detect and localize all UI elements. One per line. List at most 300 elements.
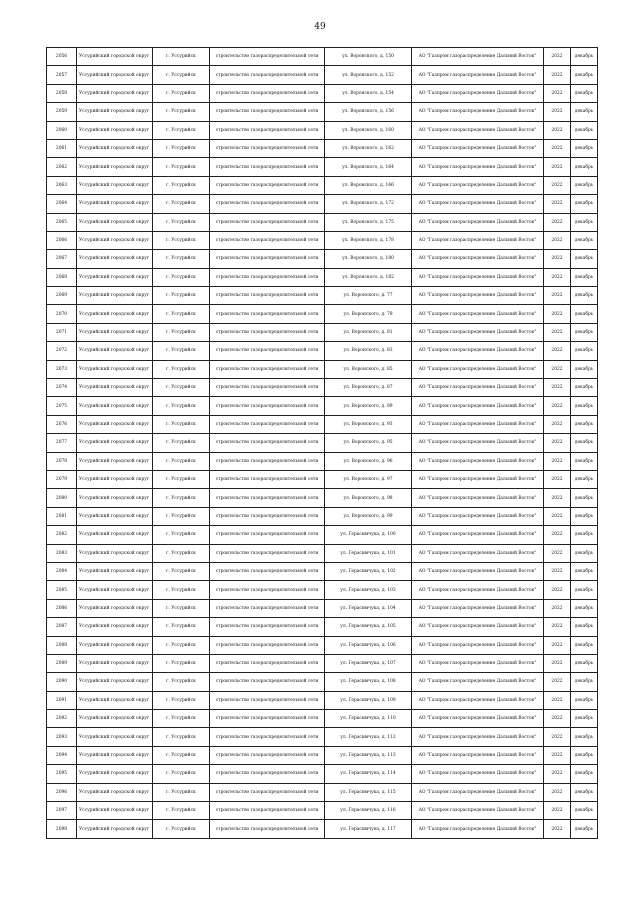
work-type-cell: строительство газораспределительной сети <box>210 360 325 378</box>
year-cell: 2022 <box>544 654 571 672</box>
work-type-cell: строительство газораспределительной сети <box>210 470 325 488</box>
year-cell: 2022 <box>544 673 571 691</box>
year-cell: 2022 <box>544 305 571 323</box>
address-cell: ул. Герасимчука, д. 107 <box>325 654 412 672</box>
table-row <box>47 415 598 433</box>
row-number-cell: 2070 <box>47 305 77 323</box>
address-cell: ул. Герасимчука, д. 109 <box>325 691 412 709</box>
month-cell: декабрь <box>571 654 598 672</box>
row-number-cell: 2065 <box>47 213 77 231</box>
row-number-cell: 2081 <box>47 507 77 525</box>
month-cell: декабрь <box>571 562 598 580</box>
city-cell: г. Уссурийск <box>153 103 210 121</box>
organization-cell: АО "Газпром газораспределение Дальний Восток" <box>412 66 544 84</box>
work-type-cell: строительство газораспределительной сети <box>210 103 325 121</box>
address-cell: ул. Герасимчука, д. 116 <box>325 802 412 820</box>
year-cell: 2022 <box>544 195 571 213</box>
district-cell: Уссурийский городской округ <box>77 231 153 249</box>
year-cell: 2022 <box>544 783 571 801</box>
table-row <box>47 176 598 194</box>
row-number-cell: 2071 <box>47 323 77 341</box>
month-cell: декабрь <box>571 103 598 121</box>
month-cell: декабрь <box>571 802 598 820</box>
address-cell: ул. Герасимчука, д. 104 <box>325 599 412 617</box>
address-cell: ул. Герасимчука, д. 112 <box>325 728 412 746</box>
month-cell: декабрь <box>571 820 598 838</box>
city-cell: г. Уссурийск <box>153 268 210 286</box>
organization-cell: АО "Газпром газораспределение Дальний Восток" <box>412 139 544 157</box>
row-number-cell: 2058 <box>47 84 77 102</box>
month-cell: декабрь <box>571 360 598 378</box>
work-type-cell: строительство газораспределительной сети <box>210 599 325 617</box>
organization-cell: АО "Газпром газораспределение Дальний Восток" <box>412 489 544 507</box>
city-cell: г. Уссурийск <box>153 489 210 507</box>
work-type-cell: строительство газораспределительной сети <box>210 139 325 157</box>
work-type-cell: строительство газораспределительной сети <box>210 66 325 84</box>
district-cell: Уссурийский городской округ <box>77 802 153 820</box>
city-cell: г. Уссурийск <box>153 452 210 470</box>
row-number-cell: 2057 <box>47 66 77 84</box>
organization-cell: АО "Газпром газораспределение Дальний Восток" <box>412 673 544 691</box>
work-type-cell: строительство газораспределительной сети <box>210 48 325 66</box>
year-cell: 2022 <box>544 84 571 102</box>
year-cell: 2022 <box>544 360 571 378</box>
work-type-cell: строительство газораспределительной сети <box>210 195 325 213</box>
table-row <box>47 783 598 801</box>
table-row <box>47 765 598 783</box>
month-cell: декабрь <box>571 526 598 544</box>
address-cell: ул. Герасимчука, д. 115 <box>325 783 412 801</box>
row-number-cell: 2084 <box>47 562 77 580</box>
organization-cell: АО "Газпром газораспределение Дальний Восток" <box>412 195 544 213</box>
organization-cell: АО "Газпром газораспределение Дальний Восток" <box>412 84 544 102</box>
city-cell: г. Уссурийск <box>153 121 210 139</box>
year-cell: 2022 <box>544 397 571 415</box>
district-cell: Уссурийский городской округ <box>77 250 153 268</box>
district-cell: Уссурийский городской округ <box>77 765 153 783</box>
year-cell: 2022 <box>544 415 571 433</box>
work-type-cell: строительство газораспределительной сети <box>210 489 325 507</box>
city-cell: г. Уссурийск <box>153 599 210 617</box>
city-cell: г. Уссурийск <box>153 618 210 636</box>
city-cell: г. Уссурийск <box>153 673 210 691</box>
row-number-cell: 2059 <box>47 103 77 121</box>
work-type-cell: строительство газораспределительной сети <box>210 379 325 397</box>
district-cell: Уссурийский городской округ <box>77 452 153 470</box>
work-type-cell: строительство газораспределительной сети <box>210 783 325 801</box>
work-type-cell: строительство газораспределительной сети <box>210 636 325 654</box>
address-cell: ул. Воронского, д. 93 <box>325 415 412 433</box>
address-cell: ул. Воронского, д. 98 <box>325 489 412 507</box>
table-row <box>47 323 598 341</box>
work-type-cell: строительство газораспределительной сети <box>210 710 325 728</box>
city-cell: г. Уссурийск <box>153 765 210 783</box>
organization-cell: АО "Газпром газораспределение Дальний Восток" <box>412 452 544 470</box>
table-row <box>47 434 598 452</box>
year-cell: 2022 <box>544 562 571 580</box>
city-cell: г. Уссурийск <box>153 323 210 341</box>
city-cell: г. Уссурийск <box>153 581 210 599</box>
address-cell: ул. Герасимчука, д. 103 <box>325 581 412 599</box>
organization-cell: АО "Газпром газораспределение Дальний Восток" <box>412 783 544 801</box>
district-cell: Уссурийский городской округ <box>77 323 153 341</box>
city-cell: г. Уссурийск <box>153 139 210 157</box>
year-cell: 2022 <box>544 268 571 286</box>
page-number: 49 <box>314 22 326 32</box>
year-cell: 2022 <box>544 765 571 783</box>
district-cell: Уссурийский городской округ <box>77 342 153 360</box>
month-cell: декабрь <box>571 176 598 194</box>
year-cell: 2022 <box>544 618 571 636</box>
month-cell: декабрь <box>571 691 598 709</box>
row-number-cell: 2085 <box>47 581 77 599</box>
address-cell: ул. Воронского, д. 164 <box>325 158 412 176</box>
table-row <box>47 489 598 507</box>
work-type-cell: строительство газораспределительной сети <box>210 176 325 194</box>
year-cell: 2022 <box>544 379 571 397</box>
work-type-cell: строительство газораспределительной сети <box>210 728 325 746</box>
row-number-cell: 2060 <box>47 121 77 139</box>
city-cell: г. Уссурийск <box>153 287 210 305</box>
table-row <box>47 158 598 176</box>
organization-cell: АО "Газпром газораспределение Дальний Восток" <box>412 415 544 433</box>
year-cell: 2022 <box>544 48 571 66</box>
city-cell: г. Уссурийск <box>153 231 210 249</box>
city-cell: г. Уссурийск <box>153 176 210 194</box>
work-type-cell: строительство газораспределительной сети <box>210 397 325 415</box>
month-cell: декабрь <box>571 121 598 139</box>
organization-cell: АО "Газпром газораспределение Дальний Восток" <box>412 176 544 194</box>
address-cell: ул. Воронского, д. 97 <box>325 470 412 488</box>
month-cell: декабрь <box>571 84 598 102</box>
address-cell: ул. Герасимчука, д. 117 <box>325 820 412 838</box>
year-cell: 2022 <box>544 103 571 121</box>
year-cell: 2022 <box>544 176 571 194</box>
district-cell: Уссурийский городской округ <box>77 397 153 415</box>
year-cell: 2022 <box>544 636 571 654</box>
district-cell: Уссурийский городской округ <box>77 103 153 121</box>
year-cell: 2022 <box>544 526 571 544</box>
table-row <box>47 802 598 820</box>
table-row <box>47 268 598 286</box>
city-cell: г. Уссурийск <box>153 710 210 728</box>
city-cell: г. Уссурийск <box>153 195 210 213</box>
month-cell: декабрь <box>571 710 598 728</box>
table-row <box>47 654 598 672</box>
work-type-cell: строительство газораспределительной сети <box>210 618 325 636</box>
organization-cell: АО "Газпром газораспределение Дальний Восток" <box>412 562 544 580</box>
organization-cell: АО "Газпром газораспределение Дальний Восток" <box>412 470 544 488</box>
work-type-cell: строительство газораспределительной сети <box>210 746 325 764</box>
work-type-cell: строительство газораспределительной сети <box>210 452 325 470</box>
row-number-cell: 2097 <box>47 802 77 820</box>
organization-cell: АО "Газпром газораспределение Дальний Восток" <box>412 710 544 728</box>
row-number-cell: 2083 <box>47 544 77 562</box>
address-cell: ул. Воронского, д. 152 <box>325 66 412 84</box>
city-cell: г. Уссурийск <box>153 783 210 801</box>
address-cell: ул. Герасимчука, д. 114 <box>325 765 412 783</box>
table-row <box>47 599 598 617</box>
table-row <box>47 379 598 397</box>
city-cell: г. Уссурийск <box>153 305 210 323</box>
work-type-cell: строительство газораспределительной сети <box>210 526 325 544</box>
table-row <box>47 213 598 231</box>
year-cell: 2022 <box>544 599 571 617</box>
city-cell: г. Уссурийск <box>153 397 210 415</box>
city-cell: г. Уссурийск <box>153 360 210 378</box>
year-cell: 2022 <box>544 213 571 231</box>
row-number-cell: 2095 <box>47 765 77 783</box>
month-cell: декабрь <box>571 158 598 176</box>
organization-cell: АО "Газпром газораспределение Дальний Восток" <box>412 654 544 672</box>
table-row <box>47 618 598 636</box>
year-cell: 2022 <box>544 544 571 562</box>
organization-cell: АО "Газпром газораспределение Дальний Восток" <box>412 268 544 286</box>
year-cell: 2022 <box>544 507 571 525</box>
row-number-cell: 2096 <box>47 783 77 801</box>
district-cell: Уссурийский городской округ <box>77 139 153 157</box>
address-cell: ул. Воронского, д. 83 <box>325 342 412 360</box>
district-cell: Уссурийский городской округ <box>77 121 153 139</box>
row-number-cell: 2073 <box>47 360 77 378</box>
organization-cell: АО "Газпром газораспределение Дальний Восток" <box>412 526 544 544</box>
city-cell: г. Уссурийск <box>153 470 210 488</box>
work-type-cell: строительство газораспределительной сети <box>210 342 325 360</box>
row-number-cell: 2056 <box>47 48 77 66</box>
district-cell: Уссурийский городской округ <box>77 618 153 636</box>
district-cell: Уссурийский городской округ <box>77 287 153 305</box>
address-cell: ул. Воронского, д. 172 <box>325 195 412 213</box>
city-cell: г. Уссурийск <box>153 434 210 452</box>
work-type-cell: строительство газораспределительной сети <box>210 544 325 562</box>
district-cell: Уссурийский городской округ <box>77 305 153 323</box>
organization-cell: АО "Газпром газораспределение Дальний Восток" <box>412 158 544 176</box>
organization-cell: АО "Газпром газораспределение Дальний Восток" <box>412 250 544 268</box>
work-type-cell: строительство газораспределительной сети <box>210 84 325 102</box>
row-number-cell: 2080 <box>47 489 77 507</box>
address-cell: ул. Воронского, д. 85 <box>325 360 412 378</box>
table-row <box>47 691 598 709</box>
district-cell: Уссурийский городской округ <box>77 728 153 746</box>
month-cell: декабрь <box>571 231 598 249</box>
city-cell: г. Уссурийск <box>153 562 210 580</box>
table-row <box>47 139 598 157</box>
organization-cell: АО "Газпром газораспределение Дальний Восток" <box>412 121 544 139</box>
year-cell: 2022 <box>544 342 571 360</box>
address-cell: ул. Воронского, д. 99 <box>325 507 412 525</box>
address-cell: ул. Воронского, д. 96 <box>325 452 412 470</box>
address-cell: ул. Воронского, д. 87 <box>325 379 412 397</box>
district-cell: Уссурийский городской округ <box>77 360 153 378</box>
district-cell: Уссурийский городской округ <box>77 673 153 691</box>
table-row <box>47 103 598 121</box>
gas-network-register-table <box>46 47 598 839</box>
year-cell: 2022 <box>544 489 571 507</box>
district-cell: Уссурийский городской округ <box>77 415 153 433</box>
city-cell: г. Уссурийск <box>153 415 210 433</box>
address-cell: ул. Герасимчука, д. 113 <box>325 746 412 764</box>
table-row <box>47 452 598 470</box>
work-type-cell: строительство газораспределительной сети <box>210 820 325 838</box>
address-cell: ул. Герасимчука, д. 105 <box>325 618 412 636</box>
table-row <box>47 397 598 415</box>
row-number-cell: 2062 <box>47 158 77 176</box>
month-cell: декабрь <box>571 746 598 764</box>
organization-cell: АО "Газпром газораспределение Дальний Восток" <box>412 231 544 249</box>
city-cell: г. Уссурийск <box>153 48 210 66</box>
table-row <box>47 195 598 213</box>
row-number-cell: 2077 <box>47 434 77 452</box>
month-cell: декабрь <box>571 305 598 323</box>
city-cell: г. Уссурийск <box>153 213 210 231</box>
year-cell: 2022 <box>544 323 571 341</box>
district-cell: Уссурийский городской округ <box>77 268 153 286</box>
work-type-cell: строительство газораспределительной сети <box>210 507 325 525</box>
year-cell: 2022 <box>544 802 571 820</box>
district-cell: Уссурийский городской округ <box>77 544 153 562</box>
city-cell: г. Уссурийск <box>153 636 210 654</box>
table-row <box>47 48 598 66</box>
address-cell: ул. Воронского, д. 79 <box>325 305 412 323</box>
month-cell: декабрь <box>571 213 598 231</box>
month-cell: декабрь <box>571 599 598 617</box>
district-cell: Уссурийский городской округ <box>77 48 153 66</box>
city-cell: г. Уссурийск <box>153 544 210 562</box>
row-number-cell: 2063 <box>47 176 77 194</box>
organization-cell: АО "Газпром газораспределение Дальний Восток" <box>412 746 544 764</box>
month-cell: декабрь <box>571 379 598 397</box>
work-type-cell: строительство газораспределительной сети <box>210 654 325 672</box>
organization-cell: АО "Газпром газораспределение Дальний Восток" <box>412 287 544 305</box>
organization-cell: АО "Газпром газораспределение Дальний Восток" <box>412 765 544 783</box>
district-cell: Уссурийский городской округ <box>77 581 153 599</box>
district-cell: Уссурийский городской округ <box>77 783 153 801</box>
address-cell: ул. Воронского, д. 162 <box>325 139 412 157</box>
address-cell: ул. Герасимчука, д. 106 <box>325 636 412 654</box>
organization-cell: АО "Газпром газораспределение Дальний Восток" <box>412 507 544 525</box>
organization-cell: АО "Газпром газораспределение Дальний Восток" <box>412 213 544 231</box>
month-cell: декабрь <box>571 783 598 801</box>
month-cell: декабрь <box>571 636 598 654</box>
month-cell: декабрь <box>571 452 598 470</box>
table-row <box>47 66 598 84</box>
year-cell: 2022 <box>544 710 571 728</box>
year-cell: 2022 <box>544 746 571 764</box>
row-number-cell: 2087 <box>47 618 77 636</box>
work-type-cell: строительство газораспределительной сети <box>210 562 325 580</box>
work-type-cell: строительство газораспределительной сети <box>210 691 325 709</box>
table-row <box>47 470 598 488</box>
work-type-cell: строительство газораспределительной сети <box>210 581 325 599</box>
work-type-cell: строительство газораспределительной сети <box>210 231 325 249</box>
table-row <box>47 526 598 544</box>
row-number-cell: 2093 <box>47 728 77 746</box>
work-type-cell: строительство газораспределительной сети <box>210 158 325 176</box>
row-number-cell: 2074 <box>47 379 77 397</box>
address-cell: ул. Воронского, д. 89 <box>325 397 412 415</box>
row-number-cell: 2061 <box>47 139 77 157</box>
row-number-cell: 2094 <box>47 746 77 764</box>
organization-cell: АО "Газпром газораспределение Дальний Восток" <box>412 544 544 562</box>
work-type-cell: строительство газораспределительной сети <box>210 250 325 268</box>
work-type-cell: строительство газораспределительной сети <box>210 434 325 452</box>
month-cell: декабрь <box>571 342 598 360</box>
work-type-cell: строительство газораспределительной сети <box>210 415 325 433</box>
city-cell: г. Уссурийск <box>153 158 210 176</box>
month-cell: декабрь <box>571 139 598 157</box>
month-cell: декабрь <box>571 268 598 286</box>
table-row <box>47 544 598 562</box>
organization-cell: АО "Газпром газораспределение Дальний Восток" <box>412 581 544 599</box>
row-number-cell: 2064 <box>47 195 77 213</box>
year-cell: 2022 <box>544 728 571 746</box>
address-cell: ул. Воронского, д. 180 <box>325 250 412 268</box>
address-cell: ул. Воронского, д. 178 <box>325 231 412 249</box>
district-cell: Уссурийский городской округ <box>77 434 153 452</box>
year-cell: 2022 <box>544 121 571 139</box>
table-row <box>47 305 598 323</box>
row-number-cell: 2092 <box>47 710 77 728</box>
row-number-cell: 2069 <box>47 287 77 305</box>
organization-cell: АО "Газпром газораспределение Дальний Восток" <box>412 305 544 323</box>
organization-cell: АО "Газпром газораспределение Дальний Восток" <box>412 397 544 415</box>
organization-cell: АО "Газпром газораспределение Дальний Восток" <box>412 360 544 378</box>
work-type-cell: строительство газораспределительной сети <box>210 673 325 691</box>
row-number-cell: 2078 <box>47 452 77 470</box>
year-cell: 2022 <box>544 691 571 709</box>
table-row <box>47 728 598 746</box>
month-cell: декабрь <box>571 195 598 213</box>
work-type-cell: строительство газораспределительной сети <box>210 287 325 305</box>
organization-cell: АО "Газпром газораспределение Дальний Восток" <box>412 728 544 746</box>
month-cell: декабрь <box>571 434 598 452</box>
work-type-cell: строительство газораспределительной сети <box>210 323 325 341</box>
district-cell: Уссурийский городской округ <box>77 195 153 213</box>
district-cell: Уссурийский городской округ <box>77 599 153 617</box>
district-cell: Уссурийский городской округ <box>77 710 153 728</box>
month-cell: декабрь <box>571 507 598 525</box>
year-cell: 2022 <box>544 581 571 599</box>
city-cell: г. Уссурийск <box>153 66 210 84</box>
row-number-cell: 2066 <box>47 231 77 249</box>
work-type-cell: строительство газораспределительной сети <box>210 213 325 231</box>
organization-cell: АО "Газпром газораспределение Дальний Восток" <box>412 691 544 709</box>
month-cell: декабрь <box>571 544 598 562</box>
city-cell: г. Уссурийск <box>153 379 210 397</box>
address-cell: ул. Воронского, д. 156 <box>325 103 412 121</box>
table-row <box>47 820 598 838</box>
city-cell: г. Уссурийск <box>153 802 210 820</box>
month-cell: декабрь <box>571 48 598 66</box>
table-row <box>47 710 598 728</box>
year-cell: 2022 <box>544 470 571 488</box>
district-cell: Уссурийский городской округ <box>77 507 153 525</box>
year-cell: 2022 <box>544 452 571 470</box>
month-cell: декабрь <box>571 470 598 488</box>
year-cell: 2022 <box>544 250 571 268</box>
month-cell: декабрь <box>571 415 598 433</box>
month-cell: декабрь <box>571 728 598 746</box>
month-cell: декабрь <box>571 618 598 636</box>
table-row <box>47 581 598 599</box>
city-cell: г. Уссурийск <box>153 820 210 838</box>
row-number-cell: 2089 <box>47 654 77 672</box>
row-number-cell: 2068 <box>47 268 77 286</box>
work-type-cell: строительство газораспределительной сети <box>210 305 325 323</box>
row-number-cell: 2082 <box>47 526 77 544</box>
address-cell: ул. Воронского, д. 150 <box>325 48 412 66</box>
row-number-cell: 2075 <box>47 397 77 415</box>
